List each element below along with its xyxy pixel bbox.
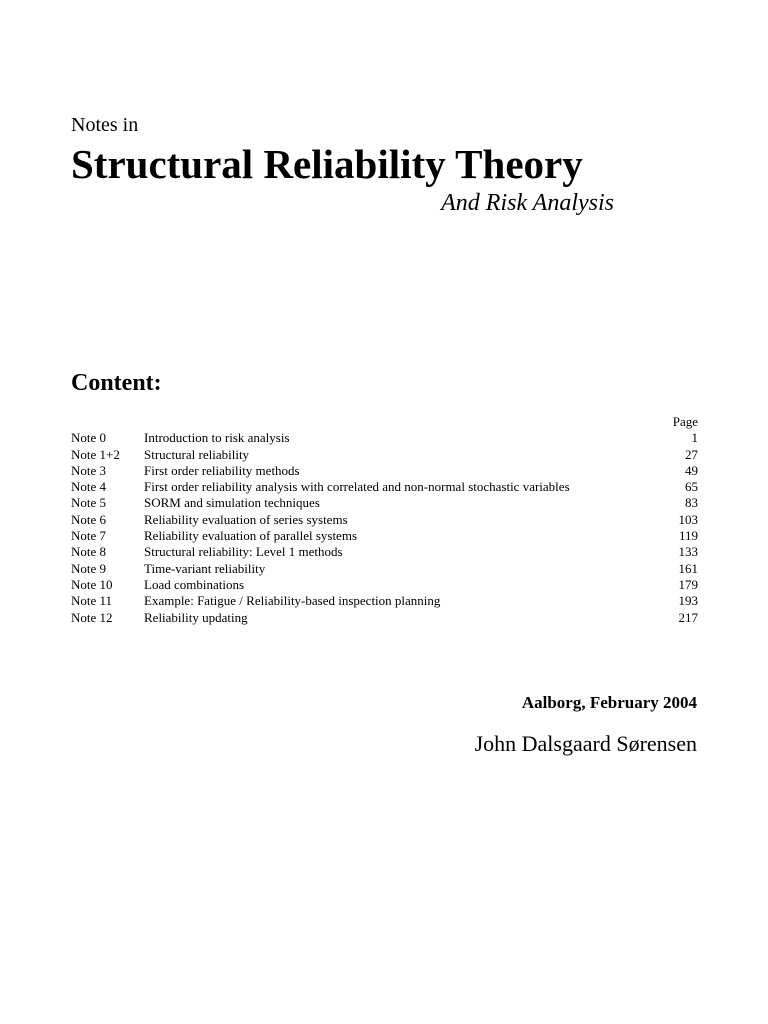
toc-page-number: 179 [678, 576, 698, 592]
toc-note-number: Note 0 [71, 430, 107, 446]
toc-page-number: 119 [678, 528, 698, 544]
pre-title: Notes in [71, 114, 139, 136]
toc-row [71, 495, 698, 511]
toc-page-number: 217 [678, 609, 698, 625]
place-and-date: Aalborg, February 2004 [521, 693, 697, 712]
contents-heading: Content: [71, 370, 162, 396]
toc-page-number: 27 [685, 446, 698, 462]
toc-header [71, 414, 698, 430]
toc-entry-title: Time-variant reliability [144, 560, 266, 576]
toc-row [71, 447, 698, 463]
toc-entry-title: SORM and simulation techniques [144, 495, 320, 511]
page-column-label: Page [672, 414, 698, 429]
toc-note-number: Note 9 [71, 560, 107, 576]
toc-row [71, 512, 698, 528]
toc-row [71, 479, 698, 495]
toc-note-number: Note 3 [71, 462, 107, 478]
toc-note-number: Note 8 [71, 544, 107, 560]
toc-row [71, 544, 698, 560]
toc-entry-title: Reliability evaluation of series systems [144, 511, 348, 527]
toc-page-number: 65 [685, 479, 698, 495]
toc-entry-title: Reliability evaluation of parallel systems [144, 528, 358, 544]
author-name: John Dalsgaard Sørensen [474, 731, 697, 756]
toc-row [71, 430, 698, 446]
toc-page-number: 193 [678, 593, 698, 609]
toc-row [71, 577, 698, 593]
toc-entry-title: Example: Fatigue / Reliability-based inspection planning [144, 593, 441, 609]
toc-row [71, 610, 698, 626]
toc-page-number: 49 [685, 462, 698, 478]
toc-note-number: Note 1+2 [71, 446, 120, 462]
toc-entry-title: Introduction to risk analysis [144, 430, 290, 446]
toc-note-number: Note 5 [71, 495, 107, 511]
toc-page-number: 161 [678, 560, 698, 576]
toc-note-number: Note 11 [71, 593, 113, 609]
toc-note-number: Note 4 [71, 479, 107, 495]
toc-page-number: 133 [678, 544, 698, 560]
toc-row [71, 561, 698, 577]
toc-entry-title: Structural reliability [144, 446, 250, 462]
toc-entry-title: First order reliability analysis with correlated and non-normal stochastic variables [144, 479, 570, 495]
toc-note-number: Note 6 [71, 511, 107, 527]
toc-note-number: Note 10 [71, 576, 113, 592]
toc-row [71, 528, 698, 544]
toc-entry-title: Load combinations [144, 576, 245, 592]
toc-page-number: 103 [678, 511, 698, 527]
toc-row [71, 593, 698, 609]
toc-entry-title: Reliability updating [144, 609, 248, 625]
toc-note-number: Note 7 [71, 528, 107, 544]
table-of-contents [71, 414, 698, 626]
document-subtitle: And Risk Analysis [441, 190, 614, 216]
toc-entry-title: Structural reliability: Level 1 methods [144, 544, 343, 560]
toc-note-number: Note 12 [71, 609, 113, 625]
toc-page-number: 83 [685, 495, 698, 511]
document-title: Structural Reliability Theory [71, 141, 583, 187]
toc-row [71, 463, 698, 479]
toc-page-number: 1 [691, 430, 698, 446]
toc-entry-title: First order reliability methods [144, 462, 300, 478]
